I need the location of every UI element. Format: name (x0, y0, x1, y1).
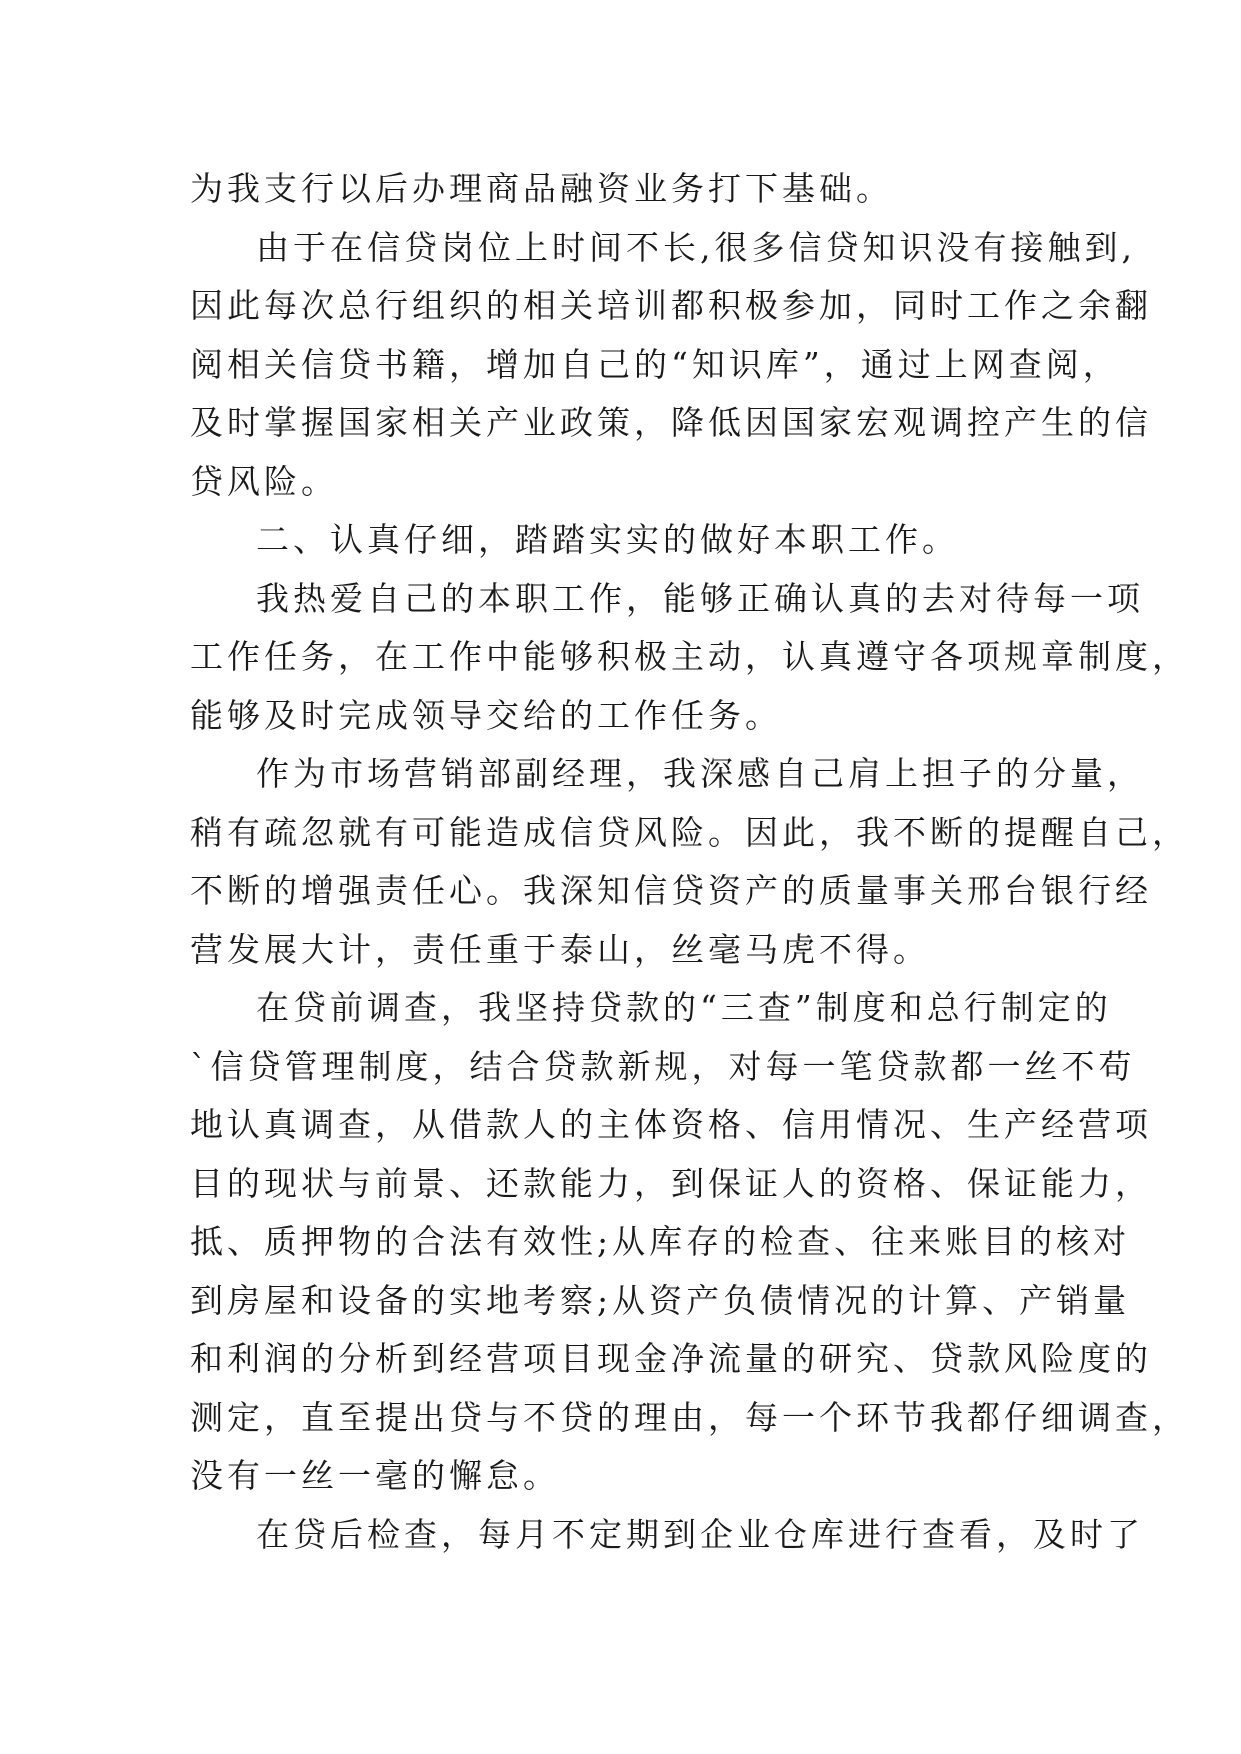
text-line: 工作任务，在工作中能够积极主动，认真遵守各项规章制度， (190, 637, 1189, 676)
paragraph (190, 745, 1189, 979)
paragraph (190, 219, 1152, 512)
text-line: 测定，直至提出贷与不贷的理由，每一个环节我都仔细调查， (190, 1397, 1189, 1437)
paragraph (190, 979, 1189, 1506)
text-line: 和利润的分析到经营项目现金净流量的研究、贷款风险度的 (190, 1339, 1152, 1378)
text-line: 抵、质押物的合法有效性;从库存的检查、往来账目的核对 (190, 1222, 1131, 1261)
text-line: 营发展大计，责任重于泰山，丝毫马虎不得。 (190, 929, 930, 969)
text-line: 在贷前调查，我坚持贷款的“三查”制度和总行制定的 (256, 988, 1112, 1027)
text-line: 稍有疏忽就有可能造成信贷风险。因此，我不断的提醒自己， (190, 812, 1189, 852)
text-line: 及时掌握国家相关产业政策，降低因国家宏观调控产生的信 (190, 403, 1152, 442)
text-line: 阅相关信贷书籍，增加自己的“知识库”，通过上网查阅， (190, 344, 1120, 384)
text-line: 因此每次总行组织的相关培训都积极参加，同时工作之余翻 (190, 286, 1152, 325)
text-line: 不断的增强责任心。我深知信贷资产的质量事关邢台银行经 (190, 871, 1152, 910)
text-line: 贷风险。 (190, 461, 338, 501)
text-line: 目的现状与前景、还款能力，到保证人的资格、保证能力， (190, 1163, 1152, 1203)
paragraph (190, 570, 1189, 746)
text-line: 我热爱自己的本职工作，能够正确认真的去对待每一项 (256, 578, 1144, 618)
document-body (190, 160, 1189, 1564)
text-line: 二、认真仔细，踏踏实实的做好本职工作。 (256, 520, 959, 559)
paragraph (190, 511, 1070, 570)
text-line: 地认真调查，从借款人的主体资格、信用情况、生产经营项 (190, 1105, 1152, 1144)
text-line: 在贷后检查，每月不定期到企业仓库进行查看，及时了 (256, 1514, 1144, 1554)
text-line: 为我支行以后办理商品融资业务打下基础。 (190, 169, 893, 208)
paragraph (190, 160, 1070, 219)
text-line: 由于在信贷岗位上时间不长,很多信贷知识没有接触到, (256, 227, 1136, 267)
text-line: `信贷管理制度，结合贷款新规，对每一笔贷款都一丝不苟 (190, 1046, 1136, 1086)
text-line: 能够及时完成领导交给的工作任务。 (190, 695, 782, 735)
text-line: 作为市场营销部副经理，我深感自己肩上担子的分量， (256, 754, 1144, 793)
text-line: 到房屋和设备的实地考察;从资产负债情况的计算、产销量 (190, 1280, 1131, 1320)
paragraph (190, 1506, 1144, 1565)
text-line: 没有一丝一毫的懈怠。 (190, 1456, 560, 1495)
